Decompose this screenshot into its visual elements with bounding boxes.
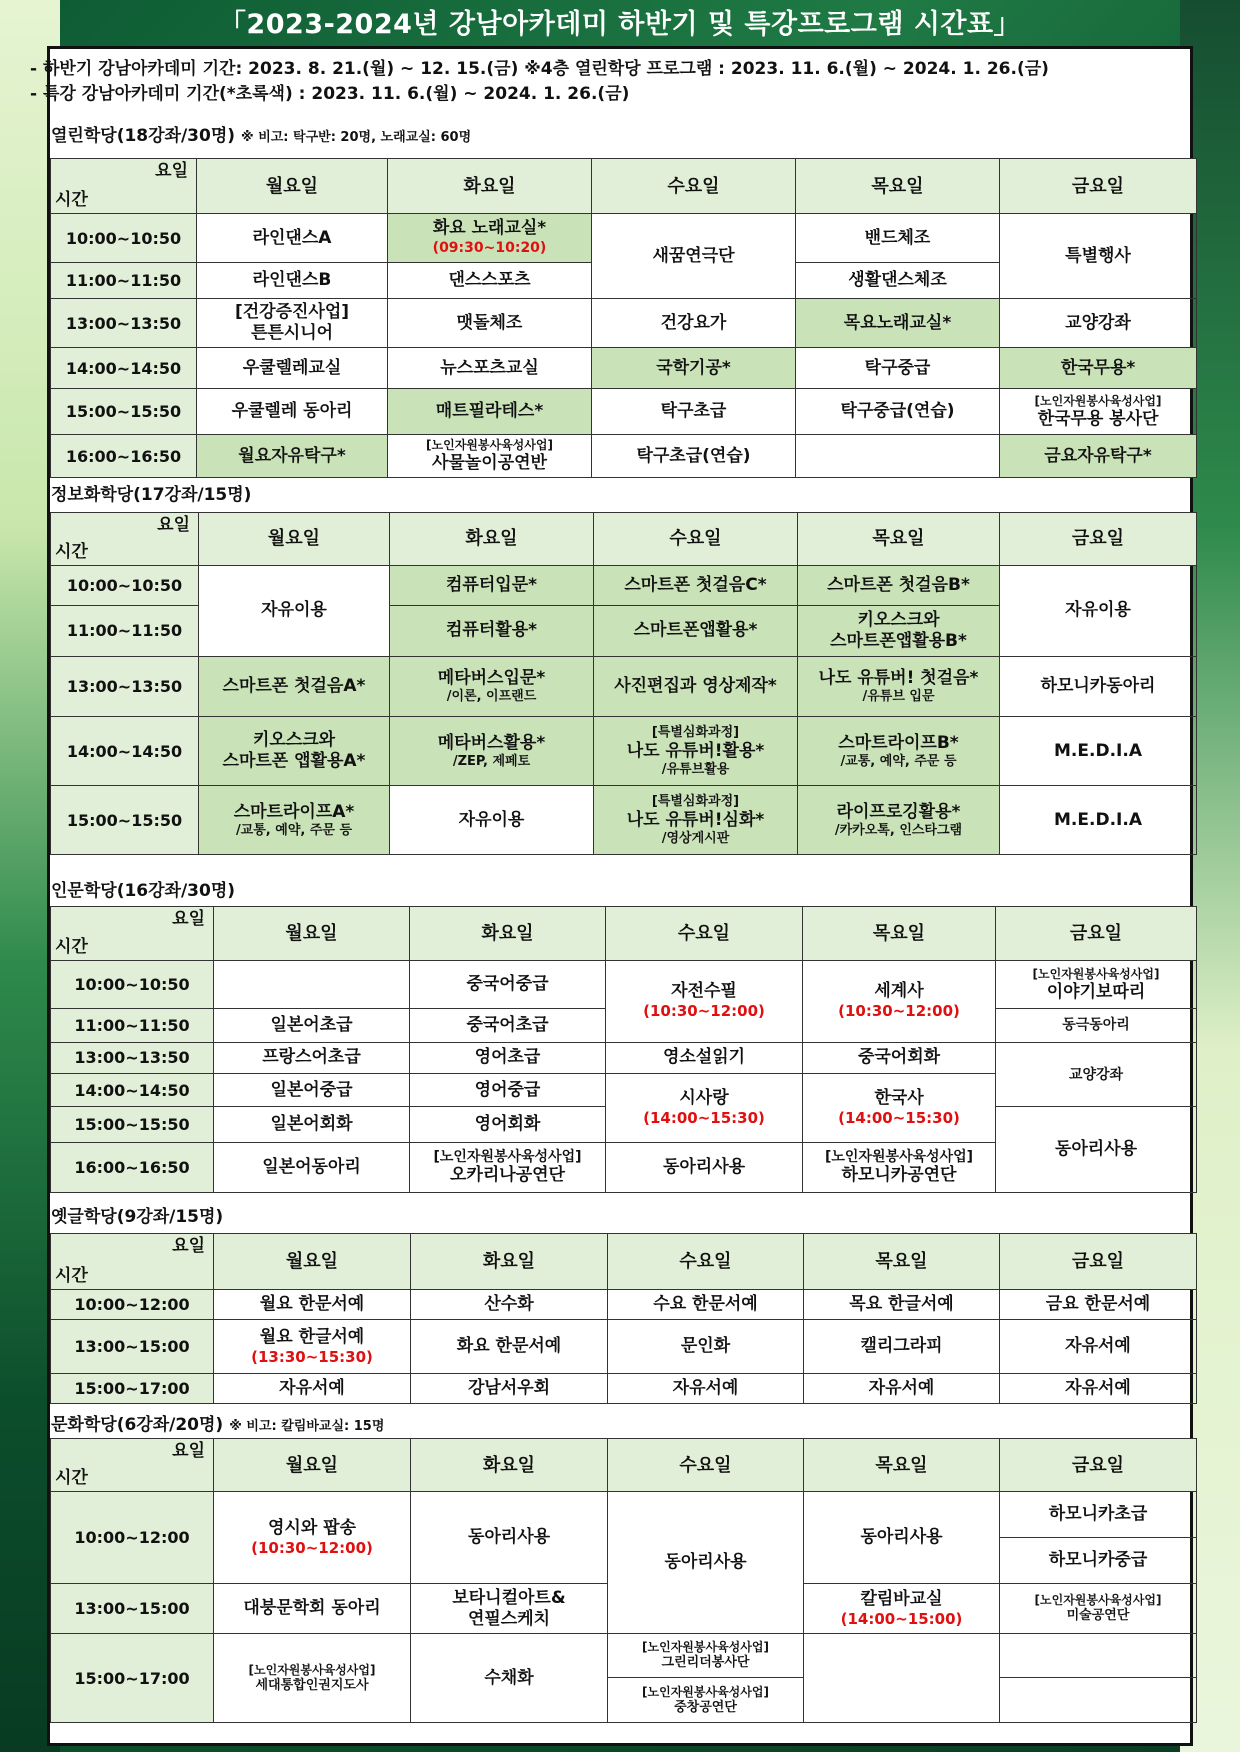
class-cell: 목요노래교실*: [796, 299, 1000, 348]
class-cell: 강남서우회: [411, 1374, 608, 1404]
class-cell: 대붕문학회 동아리: [214, 1584, 411, 1634]
time-cell: 10:00~10:50: [51, 214, 197, 263]
section-title-text: 옛글학당(9강좌/15명): [51, 1207, 224, 1227]
page-title: 「2023-2024년 강남아카데미 하반기 및 특강프로그램 시간표」: [218, 9, 1022, 40]
table-open: [50, 158, 1197, 478]
time-cell: 15:00~15:50: [51, 389, 197, 435]
class-cell: [건강증진사업] 튼튼시니어: [197, 299, 388, 348]
time-cell: 13:00~15:00: [51, 1584, 214, 1634]
class-cell: 스마트라이프B* /교통, 예약, 주문 등: [798, 717, 1000, 786]
class-cell: 하모니카동아리: [1000, 656, 1197, 717]
class-cell: 스마트폰앱활용*: [594, 606, 798, 657]
class-cell: 라인댄스A: [197, 214, 388, 263]
class-cell: 영어초급: [410, 1042, 606, 1073]
day-header: 월요일: [199, 513, 390, 566]
class-cell: 동아리사용: [804, 1492, 1000, 1584]
class-cell: 키오스크와 스마트폰 앱활용A*: [199, 717, 390, 786]
corner-day-label: 요일: [172, 1441, 205, 1461]
corner-day-label: 요일: [172, 909, 205, 929]
section-note: ※ 비고: 탁구반: 20명, 노래교실: 60명: [241, 130, 472, 145]
time-cell: 14:00~14:50: [51, 348, 197, 389]
class-cell: 맷돌체조: [388, 299, 592, 348]
time-cell: 10:00~12:00: [51, 1290, 214, 1320]
class-cell: 영소설읽기: [606, 1042, 803, 1073]
class-cell: [노인자원봉사육성사업] 이야기보따리: [996, 961, 1197, 1009]
class-cell: [특별심화과정] 나도 유튜버!활용* /유튜브활용: [594, 717, 798, 786]
class-cell: 시사랑 (14:00~15:30): [606, 1073, 803, 1142]
class-cell: [노인자원봉사육성사업] 오카리나공연단: [410, 1142, 606, 1192]
class-cell: 월요 한글서예 (13:30~15:30): [214, 1320, 411, 1374]
class-cell: 캘리그라피: [804, 1320, 1000, 1374]
time-cell: 15:00~17:00: [51, 1374, 214, 1404]
class-cell: 중국어초급: [410, 1009, 606, 1042]
time-cell: 15:00~15:50: [51, 786, 199, 855]
period-line-1: - 하반기 강남아카데미 기간: 2023. 8. 21.(월) ~ 12. 15.(금) ※4층 열린학당 프로그램 : 2023. 11. 6.(월) ~ 2024. 1. 26.(금): [30, 59, 1049, 79]
class-cell: [796, 435, 1000, 478]
class-cell: 라이프로깅활용* /카카오톡, 인스타그램: [798, 786, 1000, 855]
day-header: 수요일: [608, 1234, 804, 1290]
time-cell: 10:00~12:00: [51, 1492, 214, 1584]
day-header: 화요일: [411, 1234, 608, 1290]
class-cell: [특별심화과정] 나도 유튜버!심화* /영상게시판: [594, 786, 798, 855]
class-cell: [노인자원봉사육성사업] 한국무용 봉사단: [1000, 389, 1197, 435]
class-cell: 자유서예: [1000, 1320, 1197, 1374]
class-cell: 자전수필 (10:30~12:00): [606, 961, 803, 1042]
time-cell: 14:00~14:50: [51, 717, 199, 786]
class-cell: 국학기공*: [592, 348, 796, 389]
class-cell: 영시와 팝송 (10:30~12:00): [214, 1492, 411, 1584]
corner-time-label: 시간: [55, 937, 88, 958]
time-cell: 16:00~16:50: [51, 435, 197, 478]
class-cell: 스마트폰 첫걸음B*: [798, 565, 1000, 605]
class-cell: 교양강좌: [1000, 299, 1197, 348]
day-header: 목요일: [804, 1234, 1000, 1290]
time-cell: 10:00~10:50: [51, 565, 199, 605]
class-cell: [노인자원봉사육성사업] 그린리더봉사단: [608, 1634, 804, 1678]
class-cell: 금요 한문서예: [1000, 1290, 1197, 1320]
time-cell: 15:00~15:50: [51, 1107, 214, 1142]
class-cell: 영어중급: [410, 1073, 606, 1106]
class-cell: M.E.D.I.A: [1000, 717, 1197, 786]
class-cell: 자유이용: [199, 565, 390, 656]
class-cell: [804, 1634, 1000, 1723]
day-header: 화요일: [390, 513, 594, 566]
class-cell: 자유서예: [608, 1374, 804, 1404]
class-cell: 보타니컬아트& 연필스케치: [411, 1584, 608, 1634]
day-header: 화요일: [411, 1439, 608, 1492]
time-cell: 11:00~11:50: [51, 606, 199, 657]
class-cell: 건강요가: [592, 299, 796, 348]
class-cell: 산수화: [411, 1290, 608, 1320]
day-header: 월요일: [214, 907, 410, 961]
class-cell: 생활댄스체조: [796, 263, 1000, 299]
class-cell: 자유서예: [804, 1374, 1000, 1404]
class-cell: 동아리사용: [411, 1492, 608, 1584]
corner-day-label: 요일: [155, 161, 188, 181]
class-cell: [214, 961, 410, 1009]
section-title-text: 정보화학당(17강좌/15명): [51, 485, 252, 505]
day-header: 금요일: [996, 907, 1197, 961]
class-cell: 메타버스활용* /ZEP, 제페토: [390, 717, 594, 786]
corner-time-label: 시간: [55, 541, 88, 562]
class-cell: 스마트폰 첫걸음C*: [594, 565, 798, 605]
table-info: [50, 512, 1197, 855]
class-cell: 중국어회화: [803, 1042, 996, 1073]
class-cell: 자유서예: [214, 1374, 411, 1404]
corner-cell: [51, 1439, 214, 1492]
day-header: 화요일: [410, 907, 606, 961]
section-title-text: 인문학당(16강좌/30명): [51, 881, 236, 901]
class-cell: 교양강좌: [996, 1042, 1197, 1107]
section-title-humanities: [51, 876, 235, 901]
corner-time-label: 시간: [55, 190, 88, 211]
class-cell: 자유이용: [390, 786, 594, 855]
time-cell: 13:00~15:00: [51, 1320, 214, 1374]
class-cell: 우쿨렐레 동아리: [197, 389, 388, 435]
day-header: 수요일: [592, 159, 796, 214]
day-header: 금요일: [1000, 513, 1197, 566]
time-cell: 10:00~10:50: [51, 961, 214, 1009]
day-header: 금요일: [1000, 1234, 1197, 1290]
section-note: ※ 비고: 칼림바교실: 15명: [229, 1419, 385, 1434]
section-title-culture: [51, 1410, 384, 1435]
section-title-info: [51, 480, 251, 505]
class-cell: 수채화: [411, 1634, 608, 1723]
table-culture: [50, 1438, 1197, 1723]
class-cell: 동아리사용: [606, 1142, 803, 1192]
day-header: 목요일: [796, 159, 1000, 214]
time-cell: 13:00~13:50: [51, 1042, 214, 1073]
day-header: 금요일: [1000, 159, 1197, 214]
class-cell: 탁구중급(연습): [796, 389, 1000, 435]
time-cell: 11:00~11:50: [51, 263, 197, 299]
class-cell: 금요자유탁구*: [1000, 435, 1197, 478]
class-cell: 하모니카초급: [1000, 1492, 1197, 1538]
time-cell: 11:00~11:50: [51, 1009, 214, 1042]
class-cell: 스마트폰 첫걸음A*: [199, 656, 390, 717]
class-cell: 문인화: [608, 1320, 804, 1374]
class-cell: 라인댄스B: [197, 263, 388, 299]
class-cell: [노인자원봉사육성사업] 세대통합인권지도사: [214, 1634, 411, 1723]
class-cell: 컴퓨터활용*: [390, 606, 594, 657]
class-cell: 새꿈연극단: [592, 214, 796, 299]
class-cell: 밴드체조: [796, 214, 1000, 263]
period-line-2: - 특강 강남아카데미 기간(*초록색) : 2023. 11. 6.(월) ~ 2024. 1. 26.(금): [30, 84, 630, 104]
class-cell: 화요 노래교실* (09:30~10:20): [388, 214, 592, 263]
class-cell: 탁구중급: [796, 348, 1000, 389]
section-title-open: [51, 121, 471, 146]
day-header: 화요일: [388, 159, 592, 214]
class-cell: 매트필라테스*: [388, 389, 592, 435]
class-cell: 특별행사: [1000, 214, 1197, 299]
class-cell: 탁구초급: [592, 389, 796, 435]
corner-time-label: 시간: [55, 1266, 88, 1286]
corner-cell: [51, 907, 214, 961]
class-cell: 월요자유탁구*: [197, 435, 388, 478]
class-cell: [노인자원봉사육성사업] 사물놀이공연반: [388, 435, 592, 478]
class-cell: 나도 유튜버! 첫걸음* /유튜브 입문: [798, 656, 1000, 717]
corner-cell: [51, 1234, 214, 1290]
class-cell: 수요 한문서예: [608, 1290, 804, 1320]
class-cell: 뉴스포츠교실: [388, 348, 592, 389]
class-cell: 일본어초급: [214, 1009, 410, 1042]
class-cell: 한국무용*: [1000, 348, 1197, 389]
class-cell: 중국어중급: [410, 961, 606, 1009]
day-header: 금요일: [1000, 1439, 1197, 1492]
day-header: 수요일: [594, 513, 798, 566]
class-cell: 동극동아리: [996, 1009, 1197, 1042]
class-cell: 일본어회화: [214, 1107, 410, 1142]
day-header: 월요일: [214, 1439, 411, 1492]
class-cell: 컴퓨터입문*: [390, 565, 594, 605]
class-cell: 영어회화: [410, 1107, 606, 1142]
class-cell: 목요 한글서예: [804, 1290, 1000, 1320]
time-cell: 14:00~14:50: [51, 1073, 214, 1106]
day-header: 수요일: [606, 907, 803, 961]
class-cell: [1000, 1678, 1197, 1723]
class-cell: 화요 한문서예: [411, 1320, 608, 1374]
class-cell: 사진편집과 영상제작*: [594, 656, 798, 717]
class-cell: 일본어중급: [214, 1073, 410, 1106]
class-cell: 스마트라이프A* /교통, 예약, 주문 등: [199, 786, 390, 855]
class-cell: 세계사 (10:30~12:00): [803, 961, 996, 1042]
day-header: 월요일: [197, 159, 388, 214]
class-cell: 한국사 (14:00~15:30): [803, 1073, 996, 1142]
time-cell: 16:00~16:50: [51, 1142, 214, 1192]
section-title-classics: [51, 1202, 223, 1227]
table-classics: [50, 1233, 1197, 1404]
corner-cell: [51, 513, 199, 566]
class-cell: 자유이용: [1000, 565, 1197, 656]
class-cell: 메타버스입문* /이론, 이프랜드: [390, 656, 594, 717]
class-cell: 하모니카중급: [1000, 1538, 1197, 1584]
class-cell: 키오스크와 스마트폰앱활용B*: [798, 606, 1000, 657]
class-cell: 우쿨렐레교실: [197, 348, 388, 389]
class-cell: 프랑스어초급: [214, 1042, 410, 1073]
class-cell: 월요 한문서예: [214, 1290, 411, 1320]
corner-cell: [51, 159, 197, 214]
class-cell: [노인자원봉사육성사업] 하모니카공연단: [803, 1142, 996, 1192]
class-cell: [노인자원봉사육성사업] 미술공연단: [1000, 1584, 1197, 1634]
class-cell: M.E.D.I.A: [1000, 786, 1197, 855]
time-cell: 15:00~17:00: [51, 1634, 214, 1723]
class-cell: 동아리사용: [996, 1107, 1197, 1193]
class-cell: [노인자원봉사육성사업] 중창공연단: [608, 1678, 804, 1723]
class-cell: 일본어동아리: [214, 1142, 410, 1192]
day-header: 목요일: [803, 907, 996, 961]
time-cell: 13:00~13:50: [51, 299, 197, 348]
corner-time-label: 시간: [55, 1468, 88, 1488]
corner-day-label: 요일: [157, 515, 190, 535]
section-title-text: 열린학당(18강좌/30명): [51, 126, 236, 146]
class-cell: 동아리사용: [608, 1492, 804, 1634]
class-cell: 칼림바교실 (14:00~15:00): [804, 1584, 1000, 1634]
day-header: 목요일: [798, 513, 1000, 566]
day-header: 목요일: [804, 1439, 1000, 1492]
section-title-text: 문화학당(6강좌/20명): [51, 1415, 224, 1435]
corner-day-label: 요일: [172, 1236, 205, 1256]
time-cell: 13:00~13:50: [51, 656, 199, 717]
class-cell: [1000, 1634, 1197, 1678]
day-header: 월요일: [214, 1234, 411, 1290]
class-cell: 댄스스포츠: [388, 263, 592, 299]
day-header: 수요일: [608, 1439, 804, 1492]
class-cell: 자유서예: [1000, 1374, 1197, 1404]
class-cell: 탁구초급(연습): [592, 435, 796, 478]
table-humanities: [50, 906, 1197, 1193]
